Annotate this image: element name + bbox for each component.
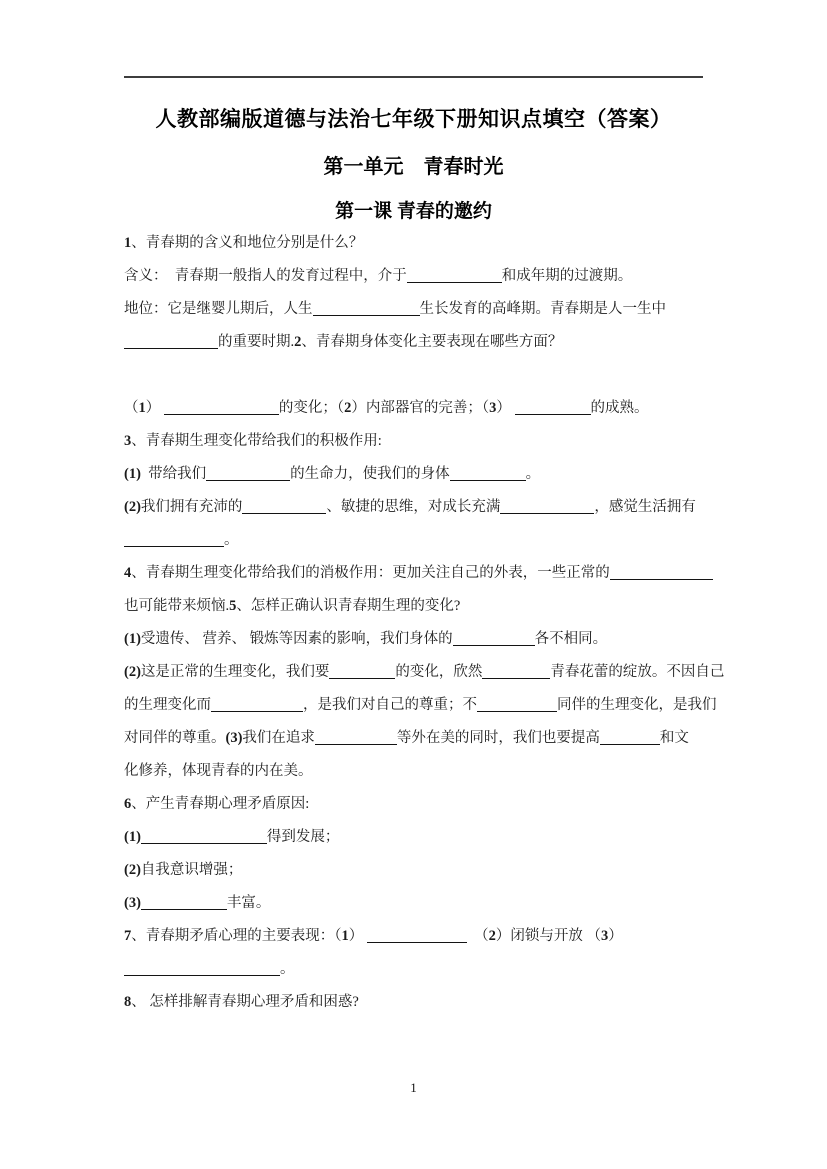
document-line	[124, 887, 704, 920]
text-segment: 。	[280, 961, 295, 977]
text-segment: 青春花蕾的绽放。不因自己	[550, 664, 725, 680]
text-segment: 带给我们	[140, 466, 207, 482]
text-segment: 、 怎样排解青春期心理矛盾和困惑?	[131, 994, 359, 1010]
document-line	[124, 788, 704, 821]
text-segment: 的变化；（	[278, 400, 345, 416]
fill-blank	[367, 927, 467, 943]
document-line	[124, 722, 704, 755]
fill-blank	[211, 696, 303, 712]
text-segment: 含义： 青春期一般指人的发育过程中，介于	[124, 268, 407, 284]
fill-blank	[141, 894, 227, 910]
text-segment: 、青春期生理变化带给我们的积极作用:	[131, 433, 382, 449]
text-segment: ）内部器官的完善；（	[351, 400, 490, 416]
text-segment: (2)	[124, 499, 141, 515]
text-segment: 等外在美的同时，我们也要提高	[396, 730, 600, 746]
text-segment: （	[124, 400, 139, 416]
fill-blank	[329, 663, 395, 679]
fill-blank	[610, 564, 713, 580]
header-rule	[124, 76, 703, 78]
text-segment: (2)	[124, 862, 141, 878]
fill-blank	[124, 960, 280, 976]
document-line	[124, 854, 704, 887]
text-segment: (3)	[124, 895, 141, 911]
text-segment: ）	[496, 400, 515, 416]
text-segment: 。	[224, 532, 239, 548]
fill-blank	[315, 729, 397, 745]
document-line	[124, 623, 704, 656]
text-segment: ，感觉生活拥有	[594, 499, 696, 515]
document-line	[124, 392, 704, 425]
document-line	[124, 755, 704, 788]
text-segment: 、敏捷的思维，对成长充满	[326, 499, 501, 515]
document-line	[124, 425, 704, 458]
document-title: 人教部编版道德与法治七年级下册知识点填空（答案）	[155, 107, 672, 131]
text-segment: 8	[124, 994, 132, 1010]
text-segment: 受遗传、 营养、 锻炼等因素的影响，我们身体的	[140, 631, 453, 647]
text-segment: 。	[525, 466, 541, 482]
document-body	[124, 227, 725, 1019]
unit-heading: 第一单元 青春时光	[323, 156, 504, 178]
text-segment: 、青春期的含义和地位分别是什么？	[131, 235, 364, 251]
text-segment: 3	[601, 928, 609, 944]
text-segment: 的生理变化而	[124, 697, 211, 713]
text-segment: (3)	[225, 730, 243, 746]
text-segment: 3	[124, 433, 132, 449]
text-segment: 的变化，欣然	[395, 664, 483, 680]
lesson-heading: 第一课 青春的邀约	[335, 201, 492, 222]
text-segment: 2	[488, 928, 496, 944]
text-segment: 5	[229, 598, 237, 614]
document-line	[124, 986, 704, 1019]
text-segment: 自我意识增强；	[140, 862, 243, 878]
text-segment: 生长发育的高峰期。青春期是人一生中	[419, 301, 666, 317]
text-segment: 我们拥有充沛的	[140, 499, 243, 515]
document-line	[124, 689, 717, 722]
fill-blank	[124, 531, 224, 547]
document-line	[124, 557, 704, 590]
text-segment: 2	[294, 334, 302, 350]
fill-blank	[242, 498, 326, 514]
text-segment: 丰富。	[226, 895, 271, 911]
fill-blank	[515, 399, 591, 415]
fill-blank	[500, 498, 594, 514]
text-segment: 这是正常的生理变化，我们要	[140, 664, 330, 680]
text-segment: (2)	[124, 664, 141, 680]
text-segment: ）	[145, 400, 164, 416]
document-line	[124, 326, 704, 359]
text-segment: （	[466, 928, 489, 944]
fill-blank	[407, 267, 502, 283]
document-line	[124, 920, 704, 953]
fill-blank	[482, 663, 550, 679]
text-segment: 、青春期身体变化主要表现在哪些方面？	[301, 334, 563, 350]
fill-blank	[477, 696, 557, 712]
text-segment: 和文	[659, 730, 689, 746]
text-segment: ）闭锁与开放 （	[495, 928, 601, 944]
text-segment: 1	[138, 400, 146, 416]
document-line	[124, 491, 704, 524]
text-segment: (1)	[124, 631, 141, 647]
text-segment: 同伴的生理变化，是我们	[557, 697, 717, 713]
text-segment: ，是我们对自己的尊重；不	[303, 697, 477, 713]
fill-blank	[600, 729, 660, 745]
text-segment: 各不相同。	[534, 631, 608, 647]
document-line	[124, 260, 704, 293]
text-segment: 7	[124, 928, 132, 944]
text-segment: 的生命力，使我们的身体	[290, 466, 450, 482]
text-segment: 2	[344, 400, 352, 416]
document-line	[124, 656, 725, 689]
text-segment: 化修养，体现青春的内在美。	[124, 763, 313, 779]
text-segment: ）	[608, 928, 623, 944]
document-line	[124, 953, 704, 986]
text-segment: 、青春期生理变化带给我们的消极作用：更加关注自己的外表，一些正常的	[131, 565, 610, 581]
text-segment: 的重要时期.	[218, 334, 295, 350]
text-segment: 得到发展；	[266, 829, 340, 845]
text-segment: ）	[348, 928, 367, 944]
fill-blank	[141, 828, 267, 844]
document-line	[124, 590, 704, 623]
text-segment: 、青春期矛盾心理的主要表现：（	[131, 928, 342, 944]
document-line	[124, 227, 704, 260]
document-line	[124, 821, 704, 854]
document-line	[124, 458, 704, 491]
text-segment: 6	[124, 796, 132, 812]
fill-blank	[453, 630, 535, 646]
text-segment: 和成年期的过渡期。	[501, 268, 633, 284]
text-segment: 4	[124, 565, 132, 581]
page-number: 1	[410, 1080, 417, 1095]
fill-blank	[206, 465, 290, 481]
document-line	[124, 293, 704, 326]
text-segment: 1	[341, 928, 349, 944]
text-segment: (1)	[124, 466, 141, 482]
text-segment: 3	[489, 400, 497, 416]
fill-blank	[313, 300, 420, 316]
text-segment: 、产生青春期心理矛盾原因:	[131, 796, 310, 812]
text-segment: 我们在追求	[242, 730, 315, 746]
text-segment: 对同伴的尊重。	[124, 730, 226, 746]
document-line	[124, 359, 704, 392]
text-segment: (1)	[124, 829, 141, 845]
text-segment: 地位：它是继婴儿期后，人生	[124, 301, 313, 317]
fill-blank	[164, 399, 279, 415]
text-segment: 、怎样正确认识青春期生理的变化?	[236, 598, 461, 614]
document-line	[124, 524, 704, 557]
text-segment: 1	[124, 235, 132, 251]
fill-blank	[124, 333, 218, 349]
text-segment: 的成熟。	[590, 400, 649, 416]
text-segment: 也可能带来烦恼.	[124, 598, 230, 614]
fill-blank	[450, 465, 526, 481]
